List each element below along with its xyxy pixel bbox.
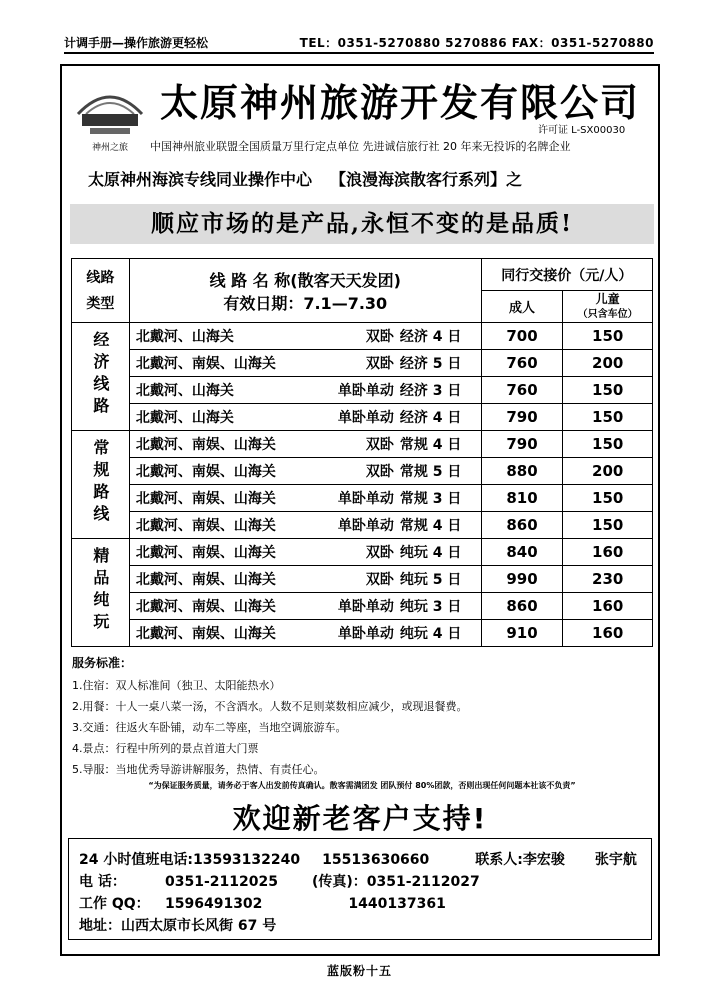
qq-row: 工作 QQ： 1596491302 1440137361 bbox=[79, 896, 446, 912]
adult-price: 910 bbox=[481, 620, 563, 647]
child-price: 230 bbox=[563, 566, 653, 593]
operation-center-title bbox=[88, 167, 522, 190]
route-name: 北戴河、南娱、山海关 bbox=[135, 464, 276, 480]
room-type: 单卧单动 bbox=[337, 599, 394, 615]
adult-price: 700 bbox=[481, 323, 563, 350]
company-tagline: 中国神州旅业联盟全国质量万里行定点单位 先进诚信旅行社 20 年来无投诉的名牌企业 bbox=[150, 140, 571, 153]
service-item: 5.导服：当地优秀导游讲解服务，热情、有责任心。 bbox=[72, 763, 325, 776]
route-row bbox=[72, 404, 653, 431]
tour-type: 常规 4 日 bbox=[399, 437, 462, 453]
route-row bbox=[72, 431, 653, 458]
route-row bbox=[72, 377, 653, 404]
tour-type: 纯玩 3 日 bbox=[399, 599, 462, 615]
valid-date: 有效日期：7.1—7.30 bbox=[223, 293, 388, 313]
series-name: 【浪漫海滨散客行系列】之 bbox=[330, 170, 523, 189]
adult-price: 810 bbox=[481, 485, 563, 512]
route-row bbox=[72, 593, 653, 620]
room-type: 单卧单动 bbox=[337, 383, 394, 399]
room-type: 单卧单动 bbox=[337, 491, 394, 507]
route-row bbox=[72, 539, 653, 566]
route-name: 北戴河、南娱、山海关 bbox=[135, 518, 276, 534]
room-type: 单卧单动 bbox=[337, 518, 394, 534]
tour-type: 经济 3 日 bbox=[399, 383, 462, 399]
header-route-type: 线路类型 bbox=[72, 259, 130, 323]
child-price: 160 bbox=[563, 620, 653, 647]
route-name: 北戴河、山海关 bbox=[135, 383, 234, 399]
route-row bbox=[72, 458, 653, 485]
route-name: 北戴河、南娱、山海关 bbox=[135, 545, 276, 561]
service-item: 1.住宿：双人标准间（独卫、太阳能热水） bbox=[72, 679, 281, 692]
child-price: 150 bbox=[563, 512, 653, 539]
phone-number: 0351-2112025 bbox=[165, 874, 278, 890]
room-type: 双卧 bbox=[365, 464, 394, 480]
child-note: （只含车位） bbox=[577, 308, 638, 320]
adult-price: 840 bbox=[481, 539, 563, 566]
tour-type: 常规 4 日 bbox=[399, 518, 462, 534]
route-cell bbox=[129, 458, 481, 485]
service-title: 服务标准： bbox=[72, 656, 133, 670]
route-cell bbox=[129, 593, 481, 620]
adult-price: 860 bbox=[481, 593, 563, 620]
slogan-banner: 顺应市场的是产品,永恒不变的是品质! bbox=[70, 204, 654, 244]
service-item: 3.交通：往返火车卧铺，动车二等座，当地空调旅游车。 bbox=[72, 721, 347, 734]
room-type: 双卧 bbox=[365, 437, 394, 453]
adult-price: 760 bbox=[481, 377, 563, 404]
address: 山西太原市长风街 67 号 bbox=[121, 918, 277, 934]
route-cell bbox=[129, 323, 481, 350]
qq-1: 1596491302 bbox=[165, 896, 263, 912]
route-cell bbox=[129, 566, 481, 593]
route-name: 北戴河、南娱、山海关 bbox=[135, 491, 276, 507]
tour-type: 纯玩 4 日 bbox=[399, 626, 462, 642]
tour-type: 经济 4 日 bbox=[399, 329, 462, 345]
service-standards bbox=[72, 654, 652, 780]
route-row bbox=[72, 620, 653, 647]
address-row: 地址：山西太原市长风街 67 号 bbox=[79, 918, 277, 934]
route-row bbox=[72, 512, 653, 539]
hotline-2: 15513630660 bbox=[322, 852, 430, 868]
child-label: 儿童 bbox=[595, 291, 620, 306]
center-name: 太原神州海滨专线同业操作中心 bbox=[88, 170, 313, 189]
room-type: 单卧单动 bbox=[337, 626, 394, 642]
route-cell bbox=[129, 512, 481, 539]
top-bar-phones: TEL：0351-5270880 5270886 FAX：0351-5270880 bbox=[299, 36, 654, 50]
route-row bbox=[72, 485, 653, 512]
route-row bbox=[72, 566, 653, 593]
adult-price: 760 bbox=[481, 350, 563, 377]
qq-2: 1440137361 bbox=[348, 896, 446, 912]
company-name: 太原神州旅游开发有限公司 bbox=[160, 81, 641, 125]
route-row bbox=[72, 323, 653, 350]
hotline-1: 13593132240 bbox=[192, 852, 301, 868]
logo-caption: 神州之旅 bbox=[91, 143, 128, 153]
license-number: 许可证 L-SX00030 bbox=[538, 125, 626, 136]
route-cell bbox=[129, 485, 481, 512]
hotline-row: 24 小时值班电话:13593132240 15513630660 联系人:李宏骏 张宇航 bbox=[79, 852, 637, 868]
tour-type: 常规 3 日 bbox=[399, 491, 462, 507]
booking-note: “为保证服务质量，请务必于客人出发前传真确认。散客需满团发 团队预付 80%团款，否则出现任何问题本社该不负责” bbox=[148, 781, 576, 790]
room-type: 双卧 bbox=[365, 356, 394, 372]
route-name: 北戴河、南娱、山海关 bbox=[135, 599, 276, 615]
top-bar-title: 计调手册—操作旅游更轻松 bbox=[64, 36, 209, 50]
header-price: 同行交接价（元/人） bbox=[481, 259, 652, 291]
route-name-heading: 线 路 名 称(散客天天发团) bbox=[209, 270, 401, 290]
room-type: 双卧 bbox=[365, 572, 394, 588]
service-item: 4.景点：行程中所列的景点首道大门票 bbox=[72, 742, 259, 755]
child-price: 150 bbox=[563, 431, 653, 458]
route-category-label: 常规路线 bbox=[90, 438, 110, 527]
route-name: 北戴河、山海关 bbox=[135, 410, 234, 426]
child-price: 150 bbox=[563, 323, 653, 350]
adult-price: 790 bbox=[481, 431, 563, 458]
adult-price: 990 bbox=[481, 566, 563, 593]
route-cell bbox=[129, 620, 481, 647]
child-price: 150 bbox=[563, 377, 653, 404]
route-name: 北戴河、南娱、山海关 bbox=[135, 437, 276, 453]
fax-number: 0351-2112027 bbox=[366, 874, 480, 890]
route-category-label: 精品纯玩 bbox=[90, 546, 110, 635]
price-table bbox=[71, 258, 653, 647]
route-cell bbox=[129, 350, 481, 377]
tour-type: 纯玩 5 日 bbox=[399, 572, 462, 588]
header-adult: 成人 bbox=[481, 291, 563, 323]
tour-type: 经济 5 日 bbox=[399, 356, 462, 372]
route-cell bbox=[129, 404, 481, 431]
route-category bbox=[72, 323, 130, 431]
room-type: 单卧单动 bbox=[337, 410, 394, 426]
header-route-name bbox=[129, 259, 481, 323]
route-cell bbox=[129, 539, 481, 566]
route-name: 北戴河、南娱、山海关 bbox=[135, 356, 276, 372]
route-row bbox=[72, 350, 653, 377]
route-category-label: 经济线路 bbox=[90, 330, 110, 419]
room-type: 双卧 bbox=[365, 329, 394, 345]
route-cell bbox=[129, 377, 481, 404]
child-price: 200 bbox=[563, 458, 653, 485]
route-name: 北戴河、南娱、山海关 bbox=[135, 572, 276, 588]
route-category bbox=[72, 539, 130, 647]
adult-price: 860 bbox=[481, 512, 563, 539]
room-type: 双卧 bbox=[365, 545, 394, 561]
tour-type: 经济 4 日 bbox=[399, 410, 462, 426]
child-price: 200 bbox=[563, 350, 653, 377]
contact-person-1: 李宏骏 bbox=[522, 852, 565, 868]
contact-person-2: 张宇航 bbox=[594, 852, 637, 868]
adult-price: 790 bbox=[481, 404, 563, 431]
child-price: 150 bbox=[563, 404, 653, 431]
route-name: 北戴河、南娱、山海关 bbox=[135, 626, 276, 642]
adult-price: 880 bbox=[481, 458, 563, 485]
footer-code: 蓝版粉十五 bbox=[326, 964, 392, 978]
child-price: 150 bbox=[563, 485, 653, 512]
tour-type: 常规 5 日 bbox=[399, 464, 462, 480]
route-category bbox=[72, 431, 130, 539]
route-name: 北戴河、山海关 bbox=[135, 329, 234, 345]
header-child bbox=[563, 291, 653, 323]
route-cell bbox=[129, 431, 481, 458]
child-price: 160 bbox=[563, 539, 653, 566]
top-bar bbox=[64, 32, 654, 54]
phone-row: 电 话： 0351-2112025 (传真)：0351-2112027 bbox=[79, 874, 480, 890]
service-item: 2.用餐：十人一桌八菜一汤，不含酒水。人数不足则菜数相应减少，或现退餐费。 bbox=[72, 700, 468, 713]
welcome-banner: 欢迎新老客户支持! bbox=[232, 802, 488, 835]
tour-type: 纯玩 4 日 bbox=[399, 545, 462, 561]
child-price: 160 bbox=[563, 593, 653, 620]
contact-box bbox=[68, 838, 652, 940]
